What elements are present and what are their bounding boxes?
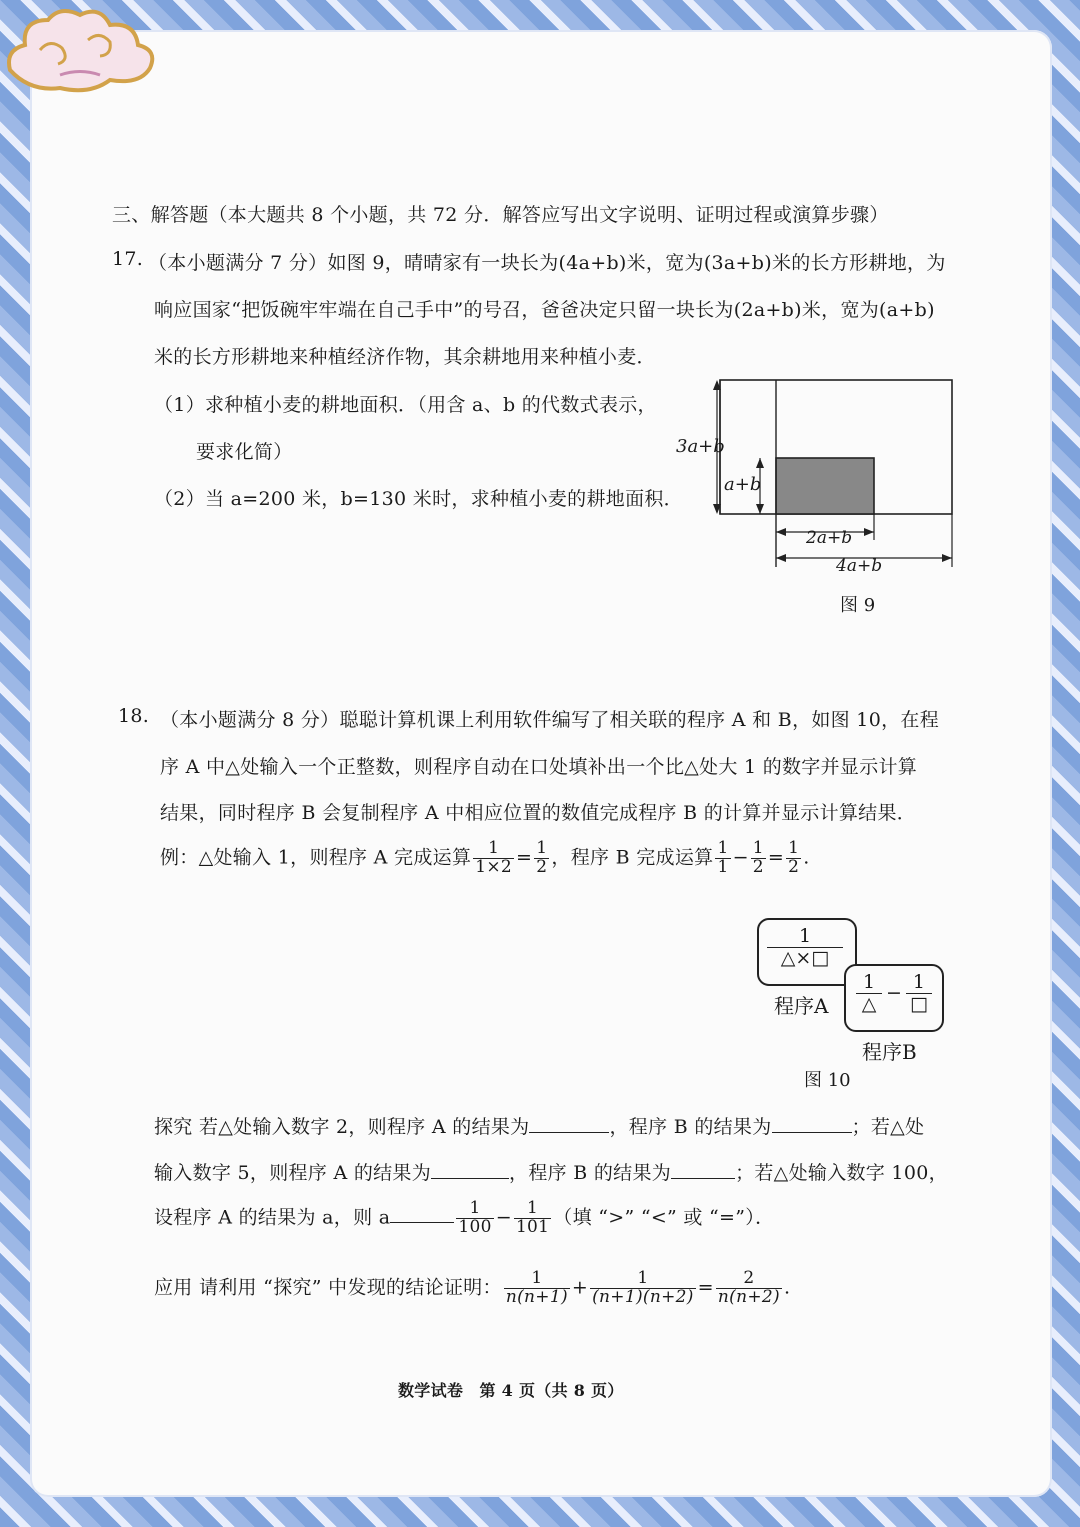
q17-number: 17. (112, 248, 144, 270)
answer-blank-5[interactable] (390, 1206, 454, 1223)
label-3a-plus-b: 3a+b (676, 436, 725, 457)
example-mid: ，程序 B 完成运算 (551, 846, 714, 869)
label-a-plus-b: a+b (724, 474, 762, 495)
example-frac-a: $\frac{1}{1\times 2}$ (475, 838, 513, 877)
q18-line3: 结果，同时程序 B 会复制程序 A 中相应位置的数值完成程序 B 的计算并显示计算结果． (160, 802, 917, 824)
figure-10-caption: 图 10 (804, 1070, 851, 1091)
apply-frac-1: $\frac{1}{n(n+1)}$ (505, 1268, 568, 1307)
label-2a-plus-b: 2a+b (806, 528, 853, 548)
answer-blank-3[interactable] (431, 1162, 509, 1179)
example-frac-b-result: $\frac{1}{2}$ (788, 838, 800, 877)
apply-frac-2: $\frac{1}{(n+1)(n+2)}$ (592, 1268, 694, 1307)
answer-blank-4[interactable] (671, 1162, 735, 1179)
explore-line2: 输入数字 5，则程序 A 的结果为 ，程序 B 的结果为 ；若△处输入数字 100， (154, 1162, 948, 1184)
q18-line1: （本小题满分 8 分）聪聪计算机课上利用软件编写了相关联的程序 A 和 B，如图 10，在程 (160, 709, 939, 731)
label-4a-plus-b: 4a+b (836, 556, 883, 576)
example-frac-b1: $\frac{1}{1}$ (717, 838, 729, 877)
program-b-formula: 1 △ − 1 □ (856, 972, 932, 1015)
q18-line2: 序 A 中△处输入一个正整数，则程序自动在口处填补出一个比△处大 1 的数字并显示计算 (160, 756, 918, 778)
explore-frac-101: $\frac{1}{101}$ (515, 1198, 550, 1237)
apply-frac-3: $\frac{2}{n(n+2)}$ (717, 1268, 780, 1307)
example-prefix: 例：△处输入 1，则程序 A 完成运算 (160, 846, 472, 869)
q17-line2: 响应国家“把饭碗牢牢端在自己手中”的号召，爸爸决定只留一块长为(2a+b)米，宽为(a+b) (154, 299, 935, 321)
answer-blank-2[interactable] (772, 1116, 852, 1133)
q17-line1: （本小题满分 7 分）如图 9，晴晴家有一块长为(4a+b)米，宽为(3a+b)米的长方形耕地，为 (148, 252, 946, 274)
explore-frac-100: $\frac{1}{100}$ (458, 1198, 492, 1237)
section-heading: 三、解答题（本大题共 8 个小题，共 72 分．解答应写出文字说明、证明过程或演算步骤） (112, 204, 889, 226)
program-b-num2: 1 (912, 971, 925, 993)
apply-line: 应用 请利用 “探究” 中发现的结论证明： $\frac{1}{n(n+1)}$ + $\frac{1}{(n+1)(n+2)}$ = $\frac{2}{n(n+2)}$ . (154, 1268, 791, 1307)
q17-part1-cont: 要求化简） (196, 441, 293, 463)
example-frac-a-result: $\frac{1}{2}$ (536, 838, 548, 877)
program-b-label: 程序B (862, 1040, 917, 1064)
page-footer: 数学试卷 第 4 页（共 8 页） (398, 1381, 624, 1400)
q17-part2: （2）当 a=200 米，b=130 米时，求种植小麦的耕地面积． (154, 488, 683, 510)
q18-example: 例：△处输入 1，则程序 A 完成运算 $\frac{1}{1\times 2}$ = $\frac{1}{2}$ ，程序 B 完成运算 $\frac{1}{1}$ − $\frac{1}{2}$ = $\frac{1}{2}$ . (160, 838, 810, 877)
q17-part1: （1）求种植小麦的耕地面积．（用含 a、b 的代数式表示， (154, 394, 657, 416)
q18-number: 18. (118, 705, 150, 727)
answer-blank-1[interactable] (529, 1116, 609, 1133)
explore-line3: 设程序 A 的结果为 a，则 a $\frac{1}{100}$ − $\frac{1}{101}$ （填 “>” “<” 或 “=”）． (154, 1198, 775, 1237)
cloud-ornament-icon (0, 0, 160, 105)
small-field-rect (776, 458, 874, 514)
figure-9-caption: 图 9 (840, 595, 876, 616)
explore-line1: 探究 若△处输入数字 2，则程序 A 的结果为 ，程序 B 的结果为 ；若△处 (154, 1116, 925, 1138)
program-a-label: 程序A (774, 994, 829, 1018)
q17-line3: 米的长方形耕地来种植经济作物，其余耕地用来种植小麦． (154, 346, 656, 368)
example-frac-b2: $\frac{1}{2}$ (752, 838, 764, 877)
program-a-formula: 1 △×□ (767, 926, 843, 969)
